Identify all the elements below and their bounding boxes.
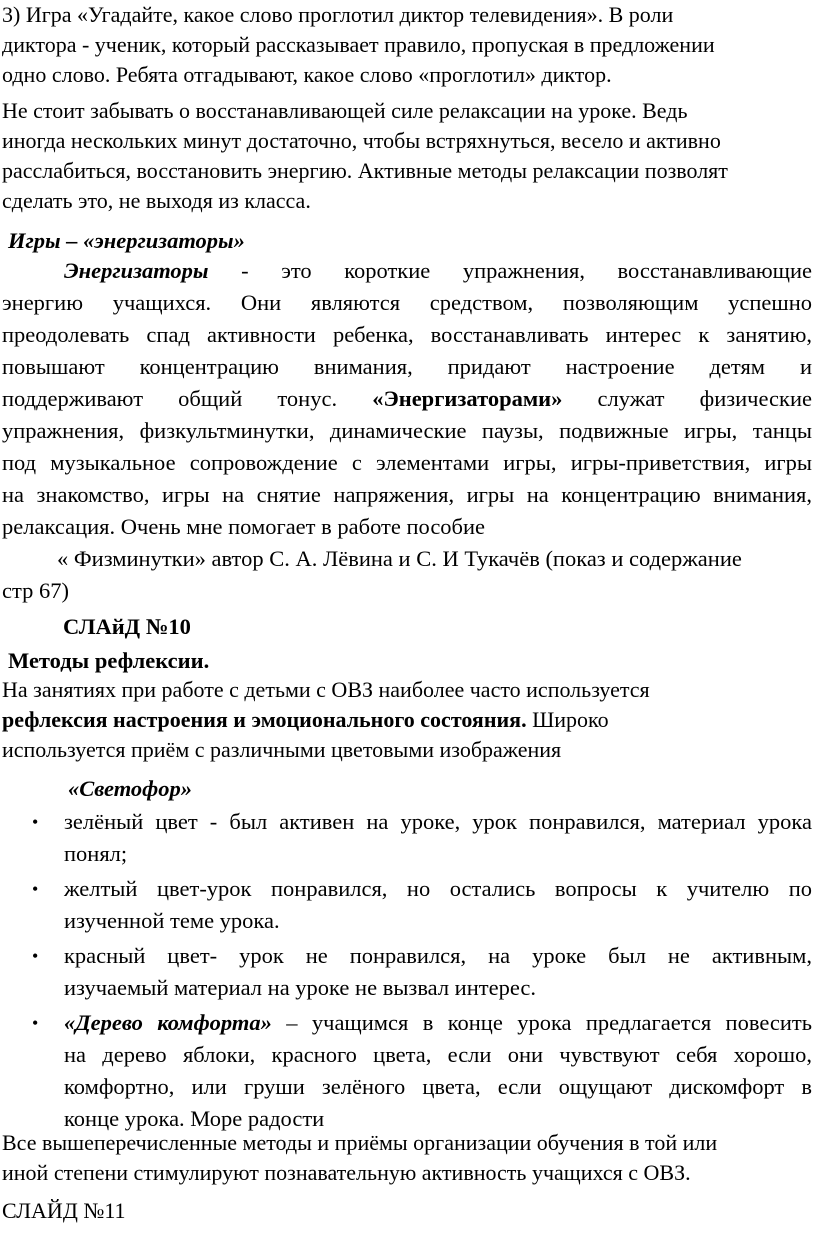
list-item: • желтый цвет-урок понравился, но остались вопросы к учителю по изученной теме урока.: [2, 873, 812, 937]
conclusion-line: иной степени стимулируют познавательную активность учащихся с ОВЗ.: [2, 1160, 691, 1185]
reflection-line: рефлексия настроения и эмоционального состояния. Широко: [2, 707, 609, 732]
energizers-line: под музыкальное сопровождение с элементами игры, игры-приветствия, игры: [2, 450, 812, 475]
traffic-light-heading: «Светофор»: [68, 776, 193, 801]
energizers-line: Энергизаторы - это короткие упражнения, восстанавливающие: [64, 258, 812, 283]
list-item: • красный цвет- урок не понравился, на уроке был не активным, изучаемый материал на уроке не вызвал интерес.: [2, 940, 812, 1004]
energizers-line: преодолевать спад активности ребенка, восстанавливать интерес к занятию,: [2, 322, 812, 347]
bullet-icon: •: [32, 812, 39, 832]
relax-line: иногда нескольких минут достаточно, чтобы встряхнуться, весело и активно: [2, 128, 721, 153]
energizers-line: релаксация. Очень мне помогает в работе пособие: [2, 514, 486, 539]
slide-10-label: СЛАйД №10: [63, 614, 191, 639]
comfort-tree-title: «Дерево комфорта»: [64, 1010, 272, 1035]
energizers-line: на знакомство, игры на снятие напряжения, игры на концентрацию внимания,: [2, 482, 812, 507]
energizers-heading: Игры – «энергизаторы»: [8, 228, 245, 253]
bullet-icon: •: [32, 879, 39, 899]
relaxation-paragraph: [0, 96, 816, 216]
relax-line: сделать это, не выходя из класса.: [2, 188, 311, 213]
relax-line: Не стоит забывать о восстанавливающей силе релаксации на уроке. Ведь: [2, 98, 688, 123]
slide-11-label: СЛАЙД №11: [2, 1198, 126, 1223]
intro-line: 3) Игра «Угадайте, какое слово проглотил диктор телевидения». В роли: [2, 2, 674, 27]
list-item: • зелёный цвет - был активен на уроке, урок понравился, материал урока понял;: [2, 806, 812, 870]
intro-paragraph: [0, 0, 816, 90]
conclusion-paragraph: [0, 1128, 816, 1188]
relax-line: расслабиться, восстановить энергию. Активные методы релаксации позволят: [2, 158, 728, 183]
intro-line: одно слово. Ребята отгадывают, какое слово «проглотил» диктор.: [2, 62, 612, 87]
energizers-line: поддерживают общий тонус. «Энергизаторами» служат физические: [2, 386, 812, 411]
energizers-line: повышают концентрацию внимания, придают настроение детям и: [2, 354, 812, 379]
energizers-line: упражнения, физкультминутки, динамические паузы, подвижные игры, танцы: [2, 418, 812, 443]
conclusion-line: Все вышеперечисленные методы и приёмы организации обучения в той или: [2, 1130, 718, 1155]
reflection-line: На занятиях при работе с детьми с ОВЗ наиболее часто используется: [2, 677, 650, 702]
energizers-line: стр 67): [2, 578, 69, 603]
energizers-line: « Физминутки» автор С. А. Лёвина и С. И Тукачёв (показ и содержание: [57, 546, 742, 571]
reflection-paragraph: [0, 675, 816, 765]
bullet-icon: •: [32, 1013, 39, 1033]
bullet-icon: •: [32, 946, 39, 966]
reflection-heading: Методы рефлексии.: [8, 648, 210, 673]
list-item-comfort-tree: • «Дерево комфорта» – учащимся в конце урока предлагается повесить на дерево яблоки, красного цвета, если они чувствуют себя хорошо, комфортно, или груши зелёного цвета, если ощущают дискомфорт в конце урока. Море радости: [2, 1007, 812, 1135]
traffic-light-list: [2, 806, 812, 1135]
intro-line: диктора - ученик, который рассказывает правило, пропуская в предложении: [2, 32, 715, 57]
energizers-paragraph: [2, 255, 812, 607]
reflection-line: используется приём с различными цветовыми изображения: [2, 737, 562, 762]
energizers-line: энергию учащихся. Они являются средством, позволяющим успешно: [2, 290, 812, 315]
energizers-term: Энергизаторы: [64, 258, 209, 283]
